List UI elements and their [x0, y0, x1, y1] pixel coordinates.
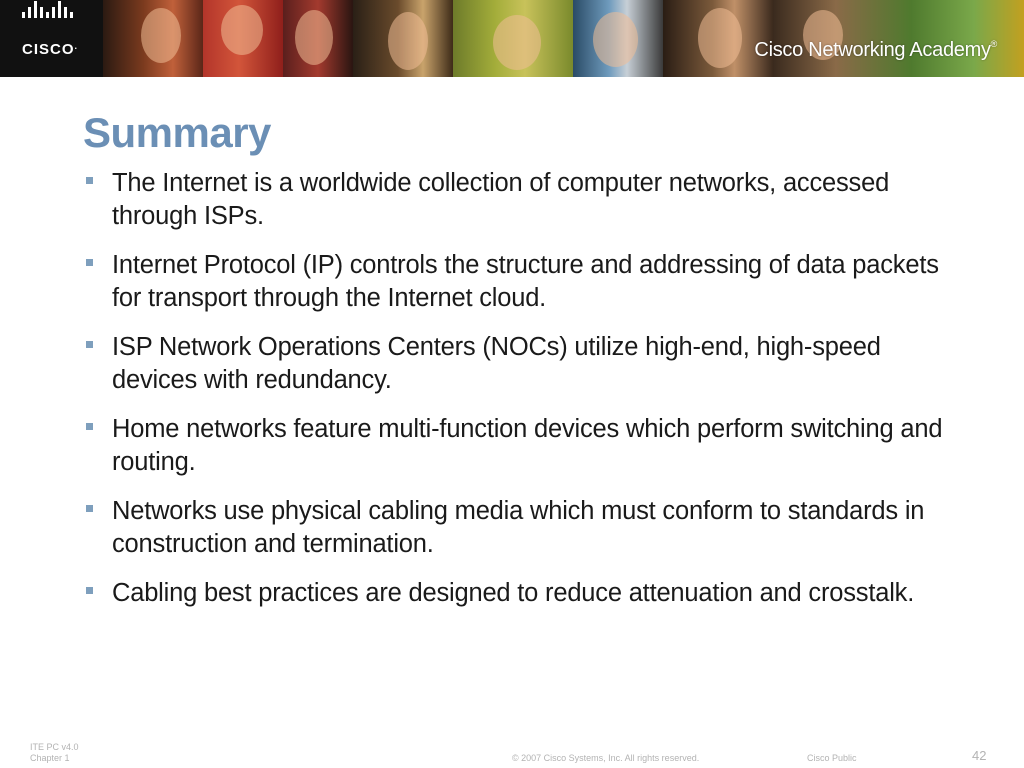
bullet-text: Networks use physical cabling media which must conform to standards in construction and termination. — [112, 497, 925, 558]
list-item — [86, 249, 966, 314]
page-number: 42 — [972, 748, 987, 763]
bullet-text: Internet Protocol (IP) controls the structure and addressing of data packets for transport through the Internet cloud. — [112, 251, 939, 312]
page-title: Summary — [83, 109, 271, 156]
list-item — [86, 167, 966, 232]
list-item — [86, 413, 966, 478]
bullet-text: Cabling best practices are designed to reduce attenuation and crosstalk. — [112, 579, 915, 607]
bullet-text: The Internet is a worldwide collection of computer networks, accessed through ISPs. — [112, 169, 890, 230]
square-bullet-icon — [86, 423, 93, 430]
cisco-logo — [0, 0, 103, 77]
square-bullet-icon — [86, 259, 93, 266]
square-bullet-icon — [86, 341, 93, 348]
networking-academy-wordmark: Cisco Networking Academy® — [754, 39, 997, 61]
footer-course: ITE PC v4.0 — [30, 742, 79, 752]
list-item — [86, 495, 966, 560]
footer-copyright: © 2007 Cisco Systems, Inc. All rights reserved. — [512, 753, 700, 763]
footer-classification: Cisco Public — [807, 753, 857, 763]
square-bullet-icon — [86, 177, 93, 184]
square-bullet-icon — [86, 505, 93, 512]
footer-course-info — [30, 742, 79, 764]
square-bullet-icon — [86, 587, 93, 594]
list-item — [86, 331, 966, 396]
header-banner — [0, 0, 1024, 77]
list-item — [86, 577, 966, 610]
bullet-text: Home networks feature multi-function devices which perform switching and routing. — [112, 415, 943, 476]
cisco-wordmark: CISCO. — [22, 41, 79, 58]
bullet-text: ISP Network Operations Centers (NOCs) utilize high-end, high-speed devices with redundancy. — [112, 333, 881, 394]
summary-bullet-list — [86, 167, 966, 627]
footer-chapter: Chapter 1 — [30, 753, 70, 763]
